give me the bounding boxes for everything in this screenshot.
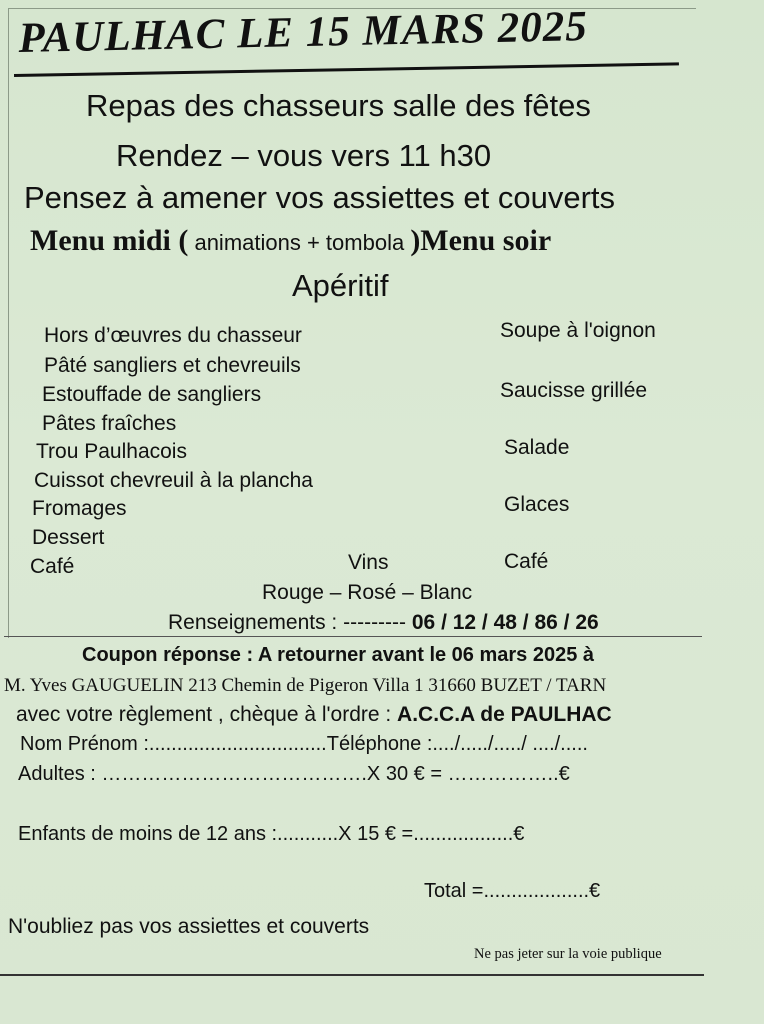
vins-types: Rouge – Rosé – Blanc (262, 581, 473, 604)
menu-midi-item: Cuissot chevreuil à la plancha (34, 469, 313, 492)
paper-edge-left (8, 8, 9, 638)
animations-label: animations + tombola (188, 230, 411, 255)
children-field[interactable]: Enfants de moins de 12 ans :...........X 15 € =..................€ (18, 823, 525, 845)
cut-separator (4, 636, 702, 637)
name-phone-field[interactable]: Nom Prénom :................................Téléphone :..../...../...../ ..../..... (20, 733, 588, 755)
menu-soir-item: Saucisse grillée (500, 379, 648, 402)
menu-midi-item: Trou Paulhacois (36, 440, 187, 463)
menu-soir-item: Salade (504, 436, 570, 459)
menu-header (30, 224, 551, 258)
adults-field[interactable]: Adultes : ………………………………….X 30 € = ……………..€ (18, 763, 570, 785)
menu-soir-label: )Menu soir (410, 224, 552, 257)
flyer-title: PAULHAC LE 15 MARS 2025 (18, 3, 589, 62)
title-underline (14, 62, 679, 77)
menu-midi-item: Pâté sangliers et chevreuils (44, 354, 301, 377)
vins-label: Vins (348, 551, 389, 574)
footer-notice: Ne pas jeter sur la voie publique (474, 946, 662, 962)
menu-midi-item: Dessert (32, 526, 105, 549)
menu-soir-item: Café (504, 550, 549, 573)
meeting-time: Rendez – vous vers 11 h30 (116, 138, 492, 173)
return-address: M. Yves GAUGUELIN 213 Chemin de Pigeron Villa 1 31660 BUZET / TARN (4, 675, 607, 696)
aperitif-heading: Apéritif (292, 268, 389, 303)
payment-instructions (16, 703, 612, 727)
info-line (168, 611, 599, 635)
menu-soir-item: Soupe à l'oignon (500, 319, 656, 342)
footer-line (0, 974, 704, 976)
menu-midi-item: Pâtes fraîches (42, 412, 177, 435)
payee-name: A.C.C.A de PAULHAC (397, 703, 612, 726)
coupon-heading: Coupon réponse : A retourner avant le 06 mars 2025 à (82, 644, 595, 666)
event-description: Repas des chasseurs salle des fêtes (86, 88, 591, 123)
reminder-note: N'oubliez pas vos assiettes et couverts (8, 915, 370, 938)
payment-text: avec votre règlement , chèque à l'ordre : (16, 703, 398, 726)
info-phone: 06 / 12 / 48 / 86 / 26 (411, 611, 599, 634)
menu-midi-item: Hors d’œuvres du chasseur (44, 324, 302, 347)
info-label: Renseignements : --------- (168, 611, 412, 634)
bring-dishes-note: Pensez à amener vos assiettes et couverts (24, 180, 616, 215)
total-field[interactable]: Total =...................€ (424, 880, 601, 902)
menu-midi-label: Menu midi ( (30, 224, 189, 257)
menu-soir-item: Glaces (504, 493, 570, 516)
menu-midi-item: Fromages (32, 497, 127, 520)
menu-midi-item: Estouffade de sangliers (42, 383, 262, 406)
menu-midi-item: Café (30, 555, 75, 578)
